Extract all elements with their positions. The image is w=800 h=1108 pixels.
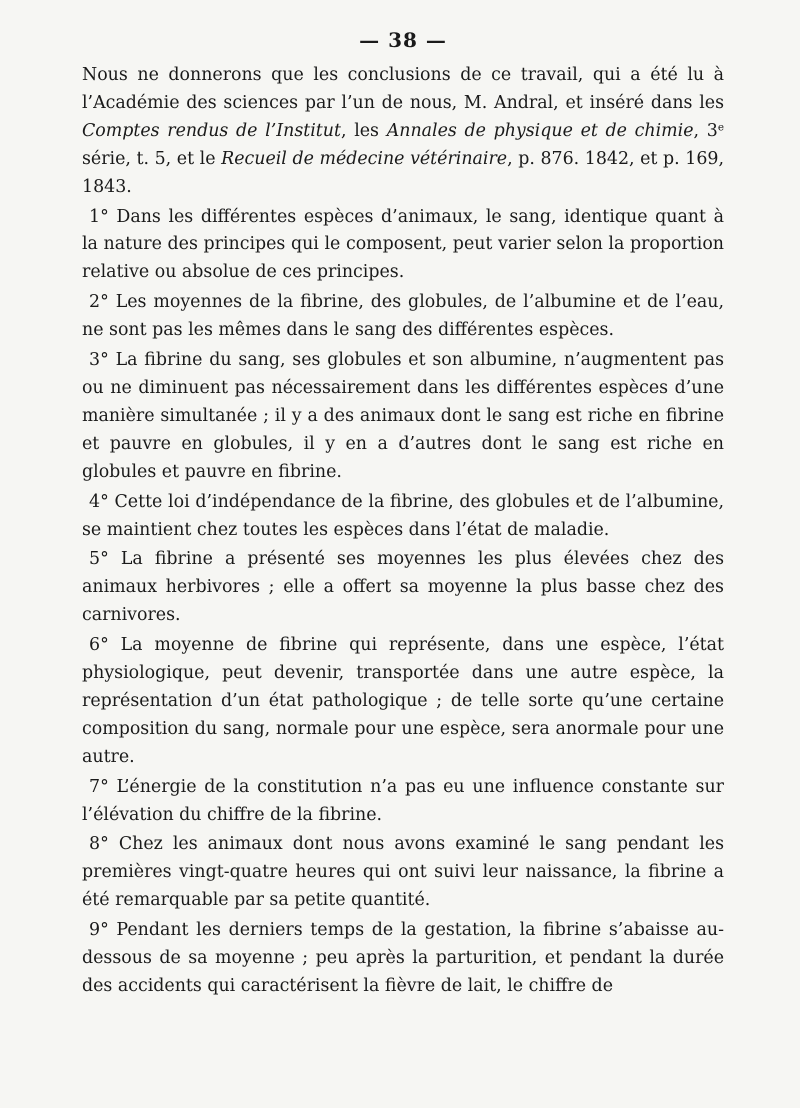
intro-text-4: série, t. 5, et le (82, 148, 222, 169)
conclusion-9 (82, 917, 724, 1001)
conclusion-number: 6° (89, 635, 109, 656)
journal-title-annales: Annales de physique et de chimie (386, 120, 694, 141)
page-number: — 38 — (359, 28, 447, 52)
conclusion-text: La fibrine du sang, ses globules et son albumine, n’augmentent pas ou ne diminuent pas nécessairement dans les différentes espèces d’une manière simultanée ; il y a des animaux dont le sang est riche en fibrine et pauvre en globules, il y en a d’autres dont le sang est riche en globules et pauvre en fibrine. (82, 350, 725, 482)
conclusion-text: Dans les différentes espèces d’animaux, le sang, identique quant à la nature des principes qui le composent, peut varier selon la proportion relative ou absolue de ces principes. (82, 206, 724, 283)
conclusion-number: 3° (89, 350, 109, 371)
conclusion-number: 1° (89, 206, 109, 227)
conclusion-1 (82, 204, 724, 288)
conclusion-7 (82, 774, 724, 830)
conclusion-text: La moyenne de fibrine qui représente, dans une espèce, l’état physiologique, peut devenir, transportée dans une autre espèce, la représentation d’un état pathologique ; de telle sorte qu’une certaine composition du sang, normale pour une espèce, sera anormale pour une autre. (82, 635, 725, 767)
conclusion-number: 4° (89, 491, 109, 512)
conclusion-5 (82, 546, 724, 630)
conclusion-text: Les moyennes de la fibrine, des globules, de l’albumine et de l’eau, ne sont pas les mêmes dans le sang des différentes espèces. (82, 292, 725, 341)
conclusion-number: 8° (89, 834, 109, 855)
conclusion-3 (82, 347, 724, 487)
conclusion-6 (82, 632, 724, 772)
journal-title-comptes-rendus: Comptes rendus de l’Institut (82, 120, 341, 141)
intro-paragraph (82, 62, 724, 202)
intro-text-1: Nous ne donnerons que les conclusions de ce travail, qui a été lu à l’Académie des sciences par l’un de nous, M. Andral, et inséré dans les (82, 65, 724, 113)
conclusion-8 (82, 831, 724, 915)
series-superscript: e (717, 121, 724, 134)
conclusion-text: Pendant les derniers temps de la gestation, la fibrine s’abaisse au-dessous de sa moyenne ; peu après la parturition, et pendant la durée des accidents qui caractérisent la fièvre de lait, le chiffre de (82, 920, 724, 996)
intro-text-5: , p. 876. 1842, et p. 169, 1843. (82, 148, 724, 197)
conclusion-text: La fibrine a présenté ses moyennes les plus élevées chez des animaux herbivores ; elle a offert sa moyenne la plus basse chez des carnivores. (82, 549, 724, 626)
conclusion-number: 9° (89, 920, 109, 941)
intro-text-3: , 3 (693, 120, 718, 141)
journal-title-recueil: Recueil de médecine vétérinaire (221, 148, 508, 169)
conclusion-text: Chez les animaux dont nous avons examiné le sang pendant les premières vingt-quatre heures qui ont suivi leur naissance, la fibrine a été remarquable par sa petite quantité. (82, 834, 725, 911)
conclusion-number: 5° (89, 549, 109, 570)
conclusion-number: 2° (89, 292, 109, 313)
conclusion-number: 7° (89, 776, 109, 797)
conclusion-text: Cette loi d’indépendance de la fibrine, des globules et de l’albumine, se maintient chez toutes les espèces dans l’état de maladie. (82, 491, 724, 540)
intro-text-2: , les (340, 120, 387, 141)
conclusion-4 (82, 489, 724, 545)
conclusion-text: L’énergie de la constitution n’a pas eu une influence constante sur l’élévation du chiffre de la fibrine. (82, 776, 724, 825)
conclusion-2 (82, 289, 724, 345)
